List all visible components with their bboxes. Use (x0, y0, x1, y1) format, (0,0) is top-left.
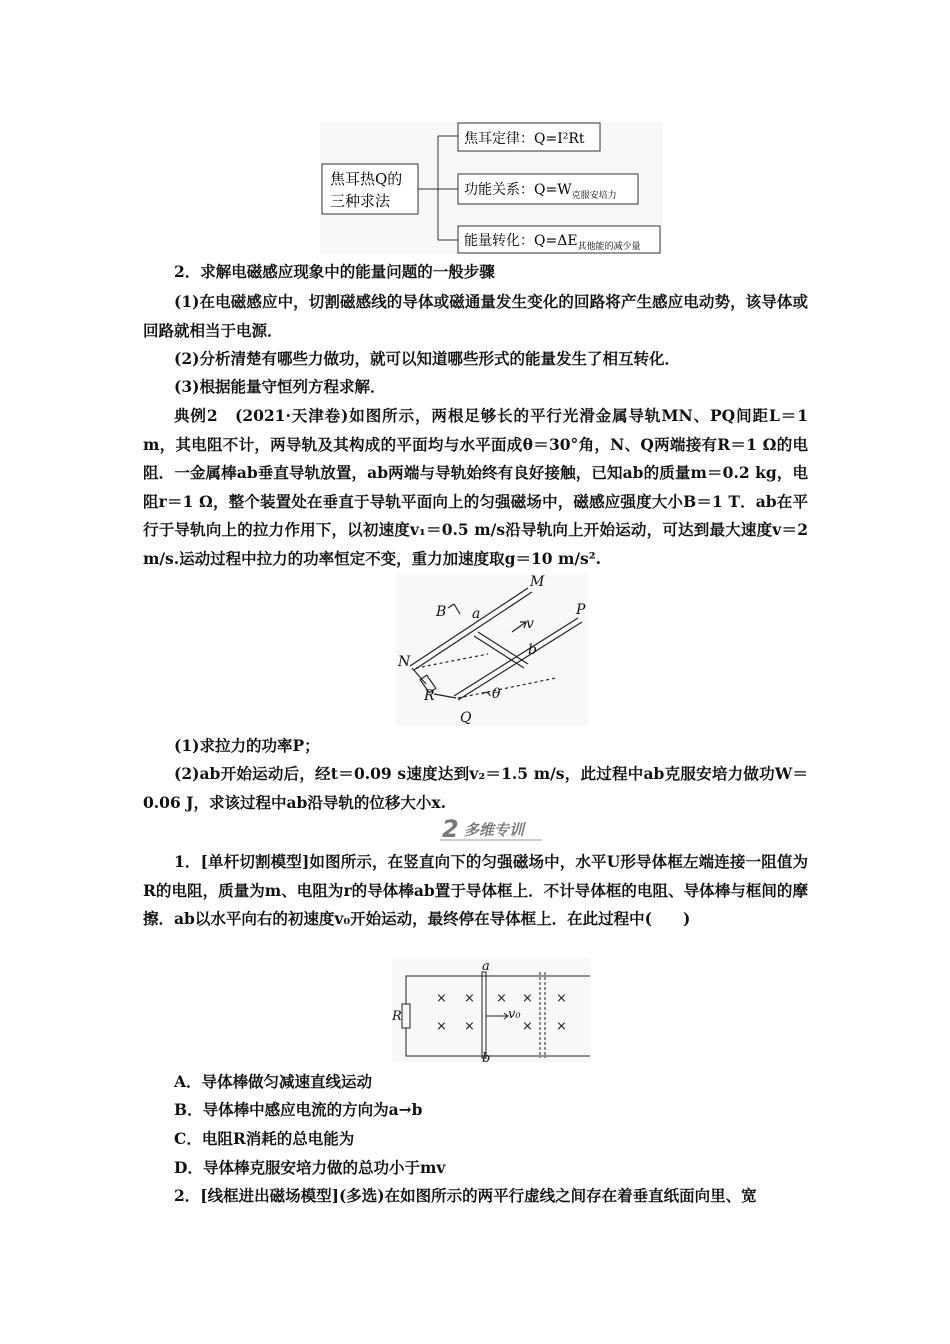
label-R: R (392, 1009, 402, 1024)
field-mark: × (496, 991, 507, 1006)
label-N: N (398, 654, 411, 670)
field-mark: × (464, 1019, 475, 1034)
label-v: v (526, 616, 534, 632)
diagram-main-label-1: 焦耳热Q的 (330, 170, 403, 188)
option-a: A．导体棒做匀减速直线运动 (174, 1072, 373, 1091)
problem-1-text: 1．[单杆切割模型]如图所示，在竖直向下的匀强磁场中，水平U形导体框左端连接一阻值为R的电阻，质量为m、电阻为r的导体棒ab置于导体框上．不计导体框的电阻、导体棒与框间的摩擦．ab以水平向右的初速度v₀开始运动，最终停在导体框上．在此过程中( ) (143, 852, 808, 929)
option-b: B．导体棒中感应电流的方向为a→b (174, 1100, 423, 1119)
label-B: B (436, 604, 447, 620)
banner-title: 多维专训 (464, 821, 525, 839)
problem-2-text: 2．[线框进出磁场模型](多选)在如图所示的两平行虚线之间存在着垂直纸面向里、宽 (174, 1186, 757, 1205)
label-R: R (424, 688, 435, 704)
field-mark: × (556, 991, 567, 1006)
label-v0: v₀ (508, 1007, 521, 1022)
inclined-rails-svg (396, 574, 588, 726)
joule-heat-tree-svg (320, 122, 662, 254)
diagram-branch-3: 能量转化：$Q=\Delta E_{其他能的减少量}$ (464, 233, 641, 252)
question-1: (1)求拉力的功率P； (174, 736, 320, 755)
question-2: (2)ab开始运动后，经t＝0.09 s速度达到v₂＝1.5 m/s，此过程中ab克服安培力做功W＝0.06 J，求该过程中ab沿导轨的位移大小x. (143, 764, 808, 812)
step-1: (1)在电磁感应中，切割磁感线的导体或磁通量发生变化的回路将产生感应电动势，该导体或回路就相当于电源． (143, 292, 808, 340)
field-mark: × (556, 1019, 567, 1034)
label-a: a (472, 606, 481, 622)
label-b: b (528, 642, 537, 658)
label-P: P (576, 602, 586, 618)
option-c: C．电阻R消耗的总电能为 (174, 1129, 355, 1148)
label-Q: Q (460, 710, 472, 726)
diagram-branch-1: 焦耳定律：Q=I²Rt (464, 131, 585, 147)
inclined-rails-figure (396, 574, 588, 726)
diagram-branch-2: 功能关系：$Q=W_{克服安培力}$ (464, 182, 617, 201)
banner-svg (440, 816, 542, 842)
label-b: b (482, 1051, 491, 1062)
section-banner (440, 816, 542, 842)
field-mark: × (522, 1019, 533, 1034)
u-frame-svg (392, 958, 590, 1062)
banner-number: 2 (442, 816, 459, 842)
field-mark: × (522, 991, 533, 1006)
field-mark: × (464, 991, 475, 1006)
step-2: (2)分析清楚有哪些力做功，就可以知道哪些形式的能量发生了相互转化． (174, 349, 680, 368)
field-mark: × (436, 1019, 447, 1034)
section-heading: 2．求解电磁感应现象中的能量问题的一般步骤 (174, 262, 495, 281)
option-d: D．导体棒克服安培力做的总功小于mv (174, 1158, 446, 1177)
label-M: M (530, 574, 545, 590)
label-a: a (482, 959, 490, 974)
step-3: (3)根据能量守恒列方程求解． (174, 377, 386, 396)
diagram-main-label-2: 三种求法 (330, 192, 391, 210)
u-frame-figure (392, 958, 590, 1062)
field-mark: × (436, 991, 447, 1006)
joule-heat-diagram (320, 122, 662, 254)
label-theta: θ (492, 686, 501, 702)
example-2-text: 典例2 (2021·天津卷)如图所示，两根足够长的平行光滑金属导轨MN、PQ间距L＝1 m，其电阻不计，两导轨及其构成的平面均与水平面成θ＝30°角，N、Q两端接有R＝1 Ω的电阻．一金属棒ab垂直导轨放置，ab两端与导轨始终有良好接触，已知ab的质量m＝0.2 kg，电阻r＝1 Ω，整个装置处在垂直于导轨平面向上的匀强磁场中，磁感应强度大小B＝1 T．ab在平行于导轨向上的拉力作用下，以初速度v₁＝0.5 m/s沿导轨向上开始运动，可达到最大速度v＝2 m/s.运动过程中拉力的功率恒定不变，重力加速度取g＝10 m/s². (143, 406, 808, 568)
